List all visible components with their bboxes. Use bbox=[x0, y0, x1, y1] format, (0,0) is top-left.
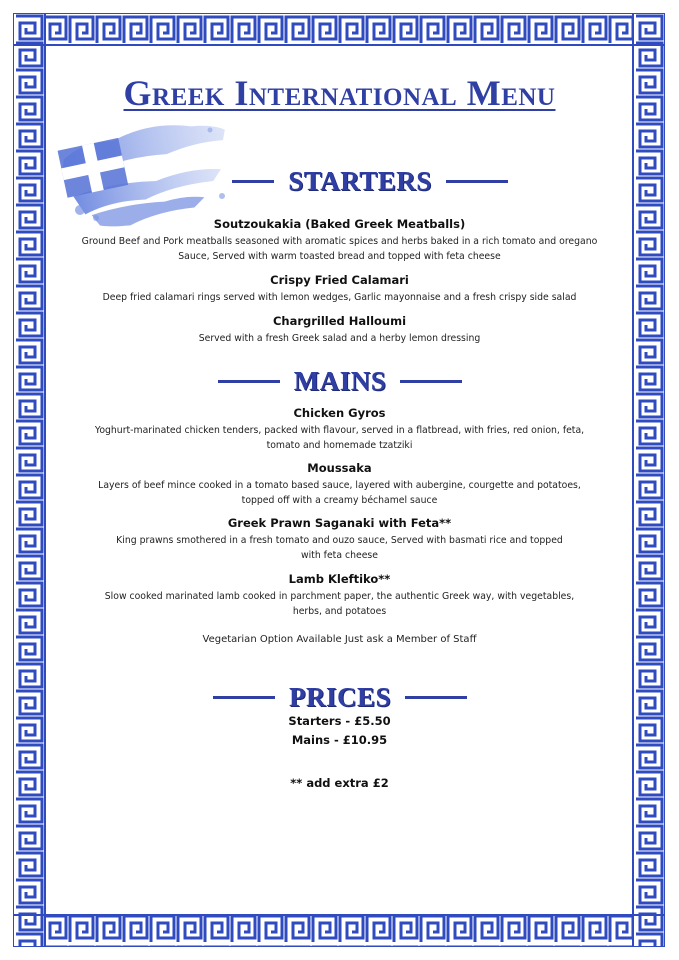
prices-heading-label: PRICES bbox=[288, 682, 392, 712]
mains-heading-label: MAINS bbox=[293, 366, 387, 396]
menu-item bbox=[60, 406, 619, 453]
menu-item-desc-line: Layers of beef mince cooked in a tomato based sauce, layered with aubergine, courgette and potatoes, bbox=[98, 480, 581, 491]
extra-charge-note: ** add extra £2 bbox=[290, 776, 389, 790]
menu-item-name: Lamb Kleftiko** bbox=[288, 572, 391, 586]
heading-rule-left bbox=[213, 696, 275, 699]
menu-item bbox=[60, 461, 619, 508]
menu-title: Greek International Menu bbox=[123, 73, 556, 113]
menu-item-name: Soutzoukakia (Baked Greek Meatballs) bbox=[213, 217, 466, 231]
menu-item-desc-line: Ground Beef and Pork meatballs seasoned with aromatic spices and herbs baked in a rich tomato and oregano bbox=[81, 236, 598, 247]
mains-price: Mains - £10.95 bbox=[291, 733, 388, 747]
menu-item-desc-line: with feta cheese bbox=[301, 550, 378, 561]
menu-item-desc-line: topped off with a creamy béchamel sauce bbox=[241, 495, 438, 506]
menu-item-desc-line: Slow cooked marinated lamb cooked in parchment paper, the authentic Greek way, with vegetables, bbox=[104, 591, 575, 602]
mains-heading bbox=[190, 366, 490, 397]
menu-item-desc-line: Yoghurt-marinated chicken tenders, packed with flavour, served in a flatbread, with fries, red onion, feta, bbox=[94, 425, 585, 436]
heading-rule-left bbox=[232, 180, 274, 183]
prices-heading bbox=[190, 682, 490, 713]
vegetarian-note: Vegetarian Option Available Just ask a Member of Staff bbox=[202, 634, 477, 645]
menu-item-desc-line: Deep fried calamari rings served with lemon wedges, Garlic mayonnaise and a fresh crispy side salad bbox=[102, 292, 577, 303]
menu-item-name: Greek Prawn Saganaki with Feta** bbox=[227, 516, 452, 530]
menu-item bbox=[60, 273, 619, 305]
starters-price: Starters - £5.50 bbox=[288, 714, 391, 728]
menu-item-desc-line: King prawns smothered in a fresh tomato and ouzo sauce, Served with basmati rice and topped bbox=[116, 535, 563, 546]
menu-item-desc-line: herbs, and potatoes bbox=[292, 606, 387, 617]
starters-heading-label: STARTERS bbox=[288, 166, 432, 196]
menu-item bbox=[60, 572, 619, 619]
menu-item-name: Moussaka bbox=[307, 461, 372, 475]
heading-rule-left bbox=[218, 380, 280, 383]
menu-item bbox=[60, 217, 619, 264]
menu-item-desc-line: Sauce, Served with warm toasted bread and topped with feta cheese bbox=[178, 251, 501, 262]
heading-rule-right bbox=[400, 380, 462, 383]
menu-item-desc-line: tomato and homemade tzatziki bbox=[266, 440, 413, 451]
greek-flag-brush-icon bbox=[50, 112, 250, 232]
heading-rule-right bbox=[405, 696, 467, 699]
menu-item bbox=[60, 516, 619, 563]
menu-item-name: Chargrilled Halloumi bbox=[272, 314, 407, 328]
starters-heading bbox=[230, 166, 510, 197]
menu-item-name: Crispy Fried Calamari bbox=[270, 273, 409, 287]
menu-item-name: Chicken Gyros bbox=[293, 406, 386, 420]
heading-rule-right bbox=[446, 180, 508, 183]
menu-item-desc-line: Served with a fresh Greek salad and a herby lemon dressing bbox=[198, 333, 481, 344]
menu-item bbox=[60, 314, 619, 346]
